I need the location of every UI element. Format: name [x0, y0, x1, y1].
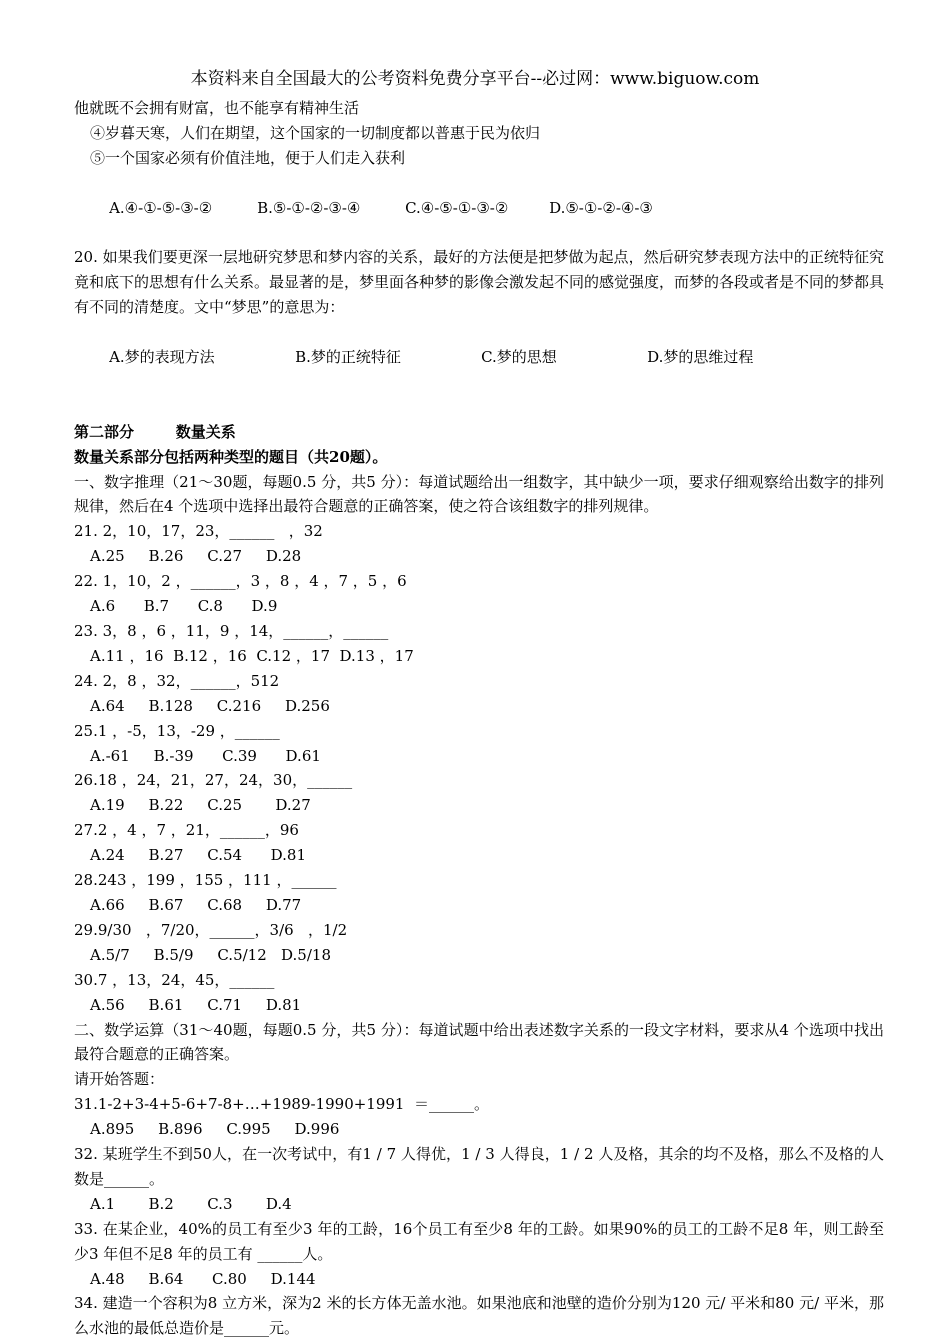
option-b: B.梦的正统特征 [295, 348, 401, 367]
q26-options: A.19 B.22 C.25 D.27 [90, 796, 311, 815]
text-line: ④岁暮天寒，人们在期望，这个国家的一切制度都以普惠于民为依归 [90, 123, 541, 142]
question-21: 21. 2，10，17，23，______ ，32 [74, 522, 323, 541]
q21-options: A.25 B.26 C.27 D.28 [90, 547, 302, 566]
q32-options: A.1 B.2 C.3 D.4 [90, 1194, 292, 1213]
question-22: 22. 1，10，2 ，______，3 ，8 ，4 ，7 ，5 ，6 [74, 572, 407, 591]
option-c: C.④-⑤-①-③-② [405, 198, 509, 217]
option-a: A.④-①-⑤-③-② [109, 198, 213, 217]
page-header: 本资料来自全国最大的公考资料免费分享平台--必过网：www.biguow.com [190, 69, 760, 89]
text-line: 他就既不会拥有财富，也不能享有精神生活 [74, 99, 360, 117]
text-line: ⑤一个国家必须有价值洼地，便于人们走入获利 [90, 148, 406, 167]
question-28: 28.243 ，199 ，155 ，111 ，______ [74, 871, 337, 890]
q28-options: A.66 B.67 C.68 D.77 [90, 895, 302, 914]
option-a: A.梦的表现方法 [109, 348, 215, 367]
section2-description: 二、数学运算（31～40题，每题0.5 分，共5 分）：每道试题中给出表述数字关系的一段文字材料，要求从4 个选项中找出最符合题意的正确答案。 [74, 1020, 884, 1064]
option-d: D.梦的思维过程 [647, 348, 754, 367]
q20-options [74, 320, 884, 395]
q22-options: A.6 B.7 C.8 D.9 [90, 597, 278, 616]
part2-title: 第二部分 数量关系 [74, 422, 236, 441]
question-30: 30.7 ，13，24，45，______ [74, 970, 275, 989]
q33-options: A.48 B.64 C.80 D.144 [90, 1269, 316, 1288]
question-23: 23. 3，8 ，6 ，11，9 ，14，______，______ [74, 622, 389, 641]
question-29: 29.9/30 ，7/20，______，3/6 ，1/2 [74, 920, 348, 939]
question-25: 25.1 ，-5，13，-29 ，______ [74, 721, 280, 740]
question-20: 20. 如果我们要更深一层地研究梦思和梦内容的关系，最好的方法便是把梦做为起点，然后研究梦表现方法中的正统特征究竟和底下的思想有什么关系。最显著的是，梦里面各种梦的影像会激发起不同的感觉强度，而梦的各段或者是不同的梦都具有不同的清楚度。文中“梦思”的意思为： [74, 248, 885, 317]
q29-options: A.5/7 B.5/9 C.5/12 D.5/18 [90, 945, 331, 964]
question-26: 26.18 ，24，21，27，24，30，______ [74, 771, 353, 790]
question-34: 34. 建造一个容积为8 立方米，深为2 米的长方体无盖水池。如果池底和池壁的造价分别为120 元/ 平米和80 元/ 平米，那么水池的最低总造价是______元。 [74, 1294, 884, 1338]
option-c: C.梦的思想 [481, 348, 557, 367]
question-31: 31.1-2+3-4+5-6+7-8+…+1989-1990+1991 ＝______。 [74, 1095, 490, 1114]
q19-options [74, 171, 884, 246]
option-b: B.⑤-①-②-③-④ [257, 198, 361, 217]
option-d: D.⑤-①-②-④-③ [549, 198, 653, 217]
document-body [74, 96, 884, 1341]
question-32: 32. 某班学生不到50人，在一次考试中，有1 / 7 人得优，1 / 3 人得良，1 / 2 人及格，其余的均不及格，那么不及格的人数是______。 [74, 1145, 884, 1188]
q23-options: A.11 ，16 B.12 ，16 C.12 ，17 D.13 ，17 [90, 646, 414, 665]
part2-description: 数量关系部分包括两种类型的题目（共20题）。 [74, 447, 388, 466]
q24-options: A.64 B.128 C.216 D.256 [90, 696, 330, 715]
question-27: 27.2 ，4 ，7 ，21，______，96 [74, 821, 299, 840]
q25-options: A.-61 B.-39 C.39 D.61 [90, 746, 321, 765]
q31-options: A.895 B.896 C.995 D.996 [90, 1120, 340, 1139]
question-24: 24. 2，8 ，32，______，512 [74, 671, 280, 690]
section1-description: 一、数字推理（21～30题，每题0.5 分，共5 分）：每道试题给出一组数字，其中缺少一项，要求仔细观察给出数字的排列规律，然后在4 个选项中选择出最符合题意的正确答案，使之符合该组数字的排列规律。 [74, 472, 884, 516]
question-33: 33. 在某企业，40%的员工有至少3 年的工龄，16个员工有至少8 年的工龄。如果90%的员工的工龄不足8 年，则工龄至少3 年但不足8 年的员工有 ______人。 [74, 1219, 884, 1263]
q27-options: A.24 B.27 C.54 D.81 [90, 846, 306, 865]
start-prompt: 请开始答题： [74, 1070, 165, 1089]
q30-options: A.56 B.61 C.71 D.81 [90, 995, 302, 1014]
